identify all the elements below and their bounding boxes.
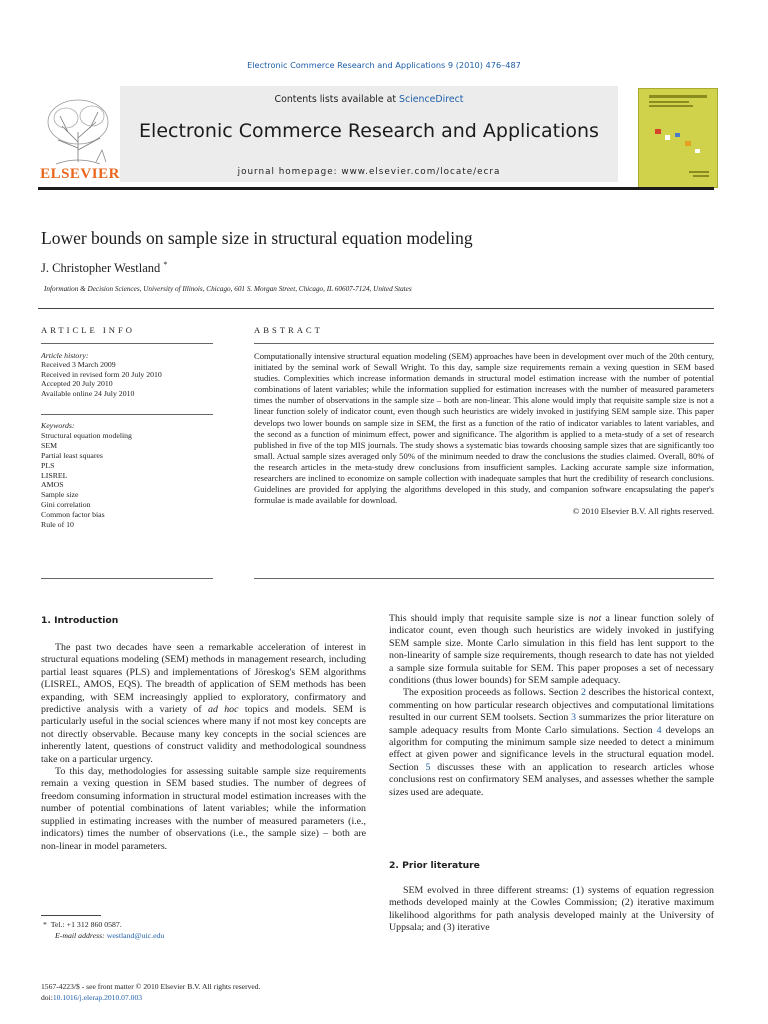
footnote-mark: * — [42, 920, 47, 929]
abstract-heading: ABSTRACT — [254, 325, 323, 335]
keyword-item: Partial least squares — [41, 450, 103, 460]
prior-paragraph-1: SEM evolved in three different streams: (1) systems of equation regression methods developed mainly at the Cowles Commission; (2) iterative maximum likelihood algorithms for path analysis developed mainly at the University of Uppsala; and (3) iterative — [389, 885, 714, 934]
abstract-rule — [254, 343, 714, 344]
title-rule — [38, 308, 714, 309]
intro-paragraph-4: The exposition proceeds as follows. Section 2 describes the historical context, commenting on how particular research objectives and computational limitations resulted in our current SEM toolsets. Section 3 summarizes the prior literature on sample adequacy results from Monte Carlo simulations. Section 4 develops an algorithm for computing the minimum sample size needed to detect a minimum effect at given power and significance levels in the structural equation model. Section 5 discusses these with an application to research articles whose conclusions rest on confirmatory SEM analyses, and assesses whether the sample sizes used are adequate. — [389, 687, 714, 798]
article-info-rule — [41, 343, 213, 344]
keywords-list — [41, 421, 213, 530]
author-line — [41, 260, 167, 276]
intro-paragraph-1: The past two decades have seen a remarkable acceleration of interest in structural equations modeling (SEM) methods in management research, including partial least squares (PLS) and implementations of Jöreskog's SEM algorithms (LISREL, AMOS, EQS). The breadth of application of SEM methods has been expanding, with SEM increasingly applied to exploratory, confirmatory and predictive analysis with a variety of ad hoc topics and models. SEM is particularly useful in the social sciences where many if not most key concepts are not directly observable. Because many key concepts in the social sciences are inherently latent, questions of construct validity and methodological soundness take on a particular urgency. — [41, 642, 366, 765]
keyword-item: AMOS — [41, 480, 64, 490]
article-title: Lower bounds on sample size in structural equation modeling — [41, 228, 473, 248]
abstract-body — [254, 351, 714, 517]
author-email-link[interactable]: westland@uic.edu — [106, 930, 165, 940]
author-footnote — [41, 920, 164, 941]
article-info-heading: ARTICLE INFO — [41, 325, 135, 335]
author-affiliation: Information & Decision Sciences, University of Illinois, Chicago, 601 S. Morgan Street, Chicago, IL 60607-7124, United States — [44, 285, 412, 293]
article-history — [41, 351, 213, 398]
abstract-copyright: © 2010 Elsevier B.V. All rights reserved. — [572, 506, 714, 517]
body-column-left — [41, 642, 366, 853]
section-heading-prior-literature: 2. Prior literature — [389, 860, 480, 871]
section-link-3[interactable]: 3 — [571, 712, 577, 724]
journal-cover-thumbnail[interactable] — [638, 88, 718, 188]
journal-masthead — [120, 86, 618, 182]
header-rule — [38, 187, 714, 190]
footnote-email-line: E-mail address: westland@uic.edu — [55, 930, 165, 940]
history-received: Received 3 March 2009 — [41, 360, 116, 370]
front-matter — [41, 982, 260, 1003]
keyword-item: Sample size — [41, 490, 79, 500]
section-link-2[interactable]: 2 — [581, 687, 586, 699]
journal-title: Electronic Commerce Research and Applications — [139, 120, 599, 142]
footnote-tel: * Tel.: +1 312 860 0587. — [42, 920, 122, 929]
section-heading-introduction: 1. Introduction — [41, 615, 119, 626]
contents-line — [120, 94, 618, 105]
keywords-label: Keywords: — [41, 421, 75, 430]
doi-link[interactable]: 10.1016/j.elerap.2010.07.003 — [52, 992, 143, 1002]
history-rule — [41, 414, 213, 415]
keyword-item: SEM — [41, 440, 58, 450]
article-info-bottom-rule — [41, 578, 213, 579]
abstract-bottom-rule — [254, 578, 714, 579]
keyword-item: LISREL — [41, 470, 68, 480]
history-online: Available online 24 July 2010 — [41, 388, 135, 398]
keyword-item: PLS — [41, 460, 55, 470]
doi-line: doi:10.1016/j.elerap.2010.07.003 — [41, 992, 143, 1002]
keyword-item: Rule of 10 — [41, 520, 74, 530]
footnote-rule — [41, 915, 101, 916]
sciencedirect-link[interactable]: ScienceDirect — [399, 94, 464, 105]
keyword-item: Structural equation modeling — [41, 430, 132, 440]
intro-paragraph-3: This should imply that requisite sample size is not a linear function solely of indicator count, even though such heuristics are widely invoked in justifying SEM sample size. Monte Carlo simulation in this field has lent support to the non-linearity of sample size requirements, though research to date has not yielded a sample size formula suitable for SEM. This paper proposes a set of necessary conditions (thus lower bounds) for SEM sample adequacy. — [389, 613, 714, 687]
elsevier-wordmark: ELSEVIER — [40, 166, 120, 182]
body-column-right — [389, 613, 714, 799]
author-footnote-mark[interactable]: * — [163, 260, 168, 269]
keyword-item: Gini correlation — [41, 500, 91, 510]
keyword-item: Common factor bias — [41, 510, 105, 520]
history-label: Article history: — [41, 351, 89, 360]
contents-prefix: Contents lists available at — [274, 94, 400, 105]
section-link-4[interactable]: 4 — [656, 724, 662, 736]
intro-paragraph-2: To this day, methodologies for assessing suitable sample size requirements remain a vexing question in SEM based studies. The number of degrees of freedom consuming information in structural model estimation increases with the number of potential combinations of latent variables; while the information supplied in estimating increases with the number of measured parameters (i.e., indicators) times the number of observations (i.e., the sample size) – both are non-linear in model parameters. — [41, 766, 366, 852]
journal-homepage[interactable]: journal homepage: www.elsevier.com/locate/ecra — [237, 167, 501, 177]
elsevier-logo — [38, 92, 122, 184]
section-link-5[interactable]: 5 — [425, 761, 431, 773]
history-revised: Received in revised form 20 July 2010 — [41, 369, 162, 379]
issn-line: 1567-4223/$ - see front matter © 2010 Elsevier B.V. All rights reserved. — [41, 982, 261, 991]
history-accepted: Accepted 20 July 2010 — [41, 379, 113, 389]
author-name[interactable]: J. Christopher Westland — [41, 261, 161, 276]
cover-image-icon — [639, 89, 717, 187]
abstract-text: Computationally intensive structural equation modeling (SEM) approaches have been in development over much of the 20th century, initiated by the seminal work of Sewall Wright. To this day, sample size requirements remain a vexing question in SEM based studies. Complexities which increase information demands in structural model estimation increase with the number of potential combinations of latent variables; while the information supplied for estimation increases with the number of measured parameters times the number of observations in the sample size – both are non-linear. This alone would imply that requisite sample size is not a linear function solely of indicator count, even though such heuristics are widely invoked in justifying SEM sample size. This paper develops two lower bounds on sample size in SEM, the first as a function of the ratio of indicator variables to latent variables, and the second as a function of minimum effect, power and significance. The algorithm is applied to a meta-study of a set of research published in five of the top MIS journals. The study shows a systematic bias towards choosing sample sizes that are significantly too small. Actual sample sizes averaged only 50% of the minimum needed to draw the conclusions the studies claimed. Overall, 80% of the research articles in the meta-study drew conclusions from insufficient samples. Lacking accurate sample size information, researchers are inclined to economize on sample collection with inadequate samples that hurt the credibility of research conclusions. Guidelines are provided for applying the algorithms developed in this study, and companion software encapsulating the paper's formulae is made available for download. — [254, 351, 714, 506]
prior-literature-body — [389, 885, 714, 935]
journal-citation[interactable]: Electronic Commerce Research and Applications 9 (2010) 476–487 — [247, 60, 521, 70]
